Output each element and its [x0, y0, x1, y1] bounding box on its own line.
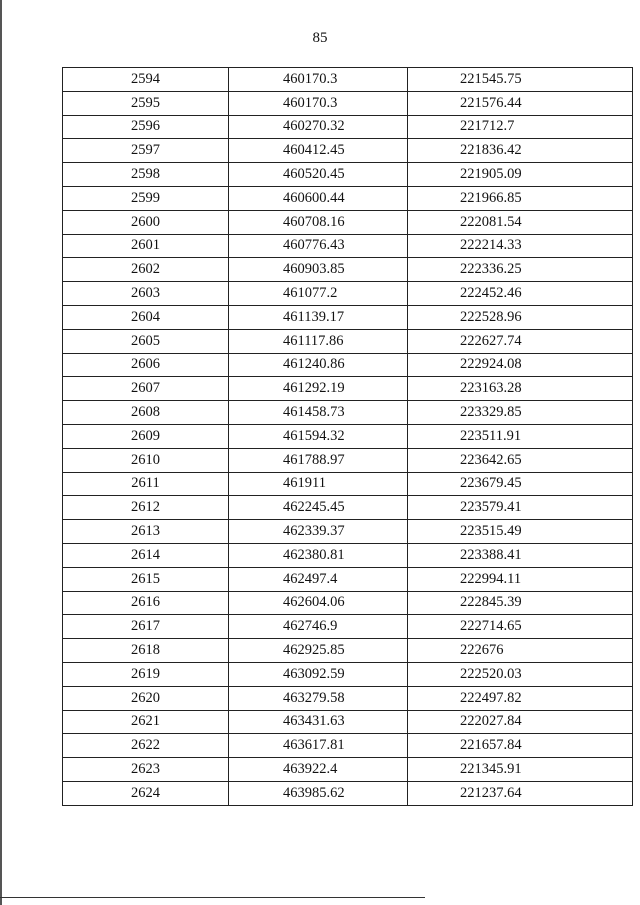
x-coordinate-cell: 461117.86	[229, 329, 408, 353]
y-coordinate-cell: 221905.09	[408, 163, 633, 187]
table-row	[63, 139, 633, 163]
table-row	[63, 282, 633, 306]
point-number-cell: 2621	[63, 710, 229, 734]
point-number-cell: 2615	[63, 567, 229, 591]
point-number-cell: 2612	[63, 496, 229, 520]
point-number-cell: 2614	[63, 543, 229, 567]
point-number-cell: 2601	[63, 234, 229, 258]
y-coordinate-cell: 221836.42	[408, 139, 633, 163]
y-coordinate-cell: 221345.91	[408, 758, 633, 782]
table-row	[63, 210, 633, 234]
x-coordinate-cell: 461077.2	[229, 282, 408, 306]
x-coordinate-cell: 462604.06	[229, 591, 408, 615]
y-coordinate-cell: 222081.54	[408, 210, 633, 234]
x-coordinate-cell: 460270.32	[229, 115, 408, 139]
table-row	[63, 115, 633, 139]
y-coordinate-cell: 222845.39	[408, 591, 633, 615]
y-coordinate-cell: 221966.85	[408, 186, 633, 210]
table-row	[63, 186, 633, 210]
y-coordinate-cell: 221545.75	[408, 68, 633, 92]
x-coordinate-cell: 460600.44	[229, 186, 408, 210]
table-row	[63, 781, 633, 805]
y-coordinate-cell: 223679.45	[408, 472, 633, 496]
y-coordinate-cell: 223388.41	[408, 543, 633, 567]
y-coordinate-cell: 221237.64	[408, 781, 633, 805]
coordinates-table-body	[63, 68, 633, 806]
x-coordinate-cell: 463092.59	[229, 662, 408, 686]
table-row	[63, 68, 633, 92]
table-row	[63, 662, 633, 686]
point-number-cell: 2611	[63, 472, 229, 496]
x-coordinate-cell: 462497.4	[229, 567, 408, 591]
point-number-cell: 2594	[63, 68, 229, 92]
point-number-cell: 2605	[63, 329, 229, 353]
table-row	[63, 424, 633, 448]
point-number-cell: 2597	[63, 139, 229, 163]
point-number-cell: 2603	[63, 282, 229, 306]
point-number-cell: 2622	[63, 734, 229, 758]
table-row	[63, 472, 633, 496]
x-coordinate-cell: 463431.63	[229, 710, 408, 734]
table-row	[63, 710, 633, 734]
table-row	[63, 377, 633, 401]
x-coordinate-cell: 461240.86	[229, 353, 408, 377]
y-coordinate-cell: 223515.49	[408, 520, 633, 544]
y-coordinate-cell: 223579.41	[408, 496, 633, 520]
table-row	[63, 448, 633, 472]
y-coordinate-cell: 222994.11	[408, 567, 633, 591]
x-coordinate-cell: 461292.19	[229, 377, 408, 401]
y-coordinate-cell: 222497.82	[408, 686, 633, 710]
point-number-cell: 2619	[63, 662, 229, 686]
x-coordinate-cell: 460708.16	[229, 210, 408, 234]
x-coordinate-cell: 461458.73	[229, 401, 408, 425]
table-row	[63, 163, 633, 187]
x-coordinate-cell: 461594.32	[229, 424, 408, 448]
point-number-cell: 2620	[63, 686, 229, 710]
x-coordinate-cell: 462245.45	[229, 496, 408, 520]
x-coordinate-cell: 460170.3	[229, 68, 408, 92]
point-number-cell: 2613	[63, 520, 229, 544]
table-row	[63, 91, 633, 115]
y-coordinate-cell: 223329.85	[408, 401, 633, 425]
x-coordinate-cell: 461788.97	[229, 448, 408, 472]
y-coordinate-cell: 222336.25	[408, 258, 633, 282]
x-coordinate-cell: 463922.4	[229, 758, 408, 782]
y-coordinate-cell: 222714.65	[408, 615, 633, 639]
table-row	[63, 401, 633, 425]
y-coordinate-cell: 222528.96	[408, 305, 633, 329]
table-row	[63, 496, 633, 520]
table-row	[63, 639, 633, 663]
point-number-cell: 2599	[63, 186, 229, 210]
point-number-cell: 2602	[63, 258, 229, 282]
y-coordinate-cell: 221657.84	[408, 734, 633, 758]
table-row	[63, 329, 633, 353]
x-coordinate-cell: 462339.37	[229, 520, 408, 544]
x-coordinate-cell: 463617.81	[229, 734, 408, 758]
point-number-cell: 2607	[63, 377, 229, 401]
point-number-cell: 2608	[63, 401, 229, 425]
x-coordinate-cell: 463985.62	[229, 781, 408, 805]
y-coordinate-cell: 222214.33	[408, 234, 633, 258]
y-coordinate-cell: 221576.44	[408, 91, 633, 115]
x-coordinate-cell: 461911	[229, 472, 408, 496]
table-row	[63, 353, 633, 377]
y-coordinate-cell: 222676	[408, 639, 633, 663]
point-number-cell: 2606	[63, 353, 229, 377]
table-row	[63, 758, 633, 782]
point-number-cell: 2616	[63, 591, 229, 615]
y-coordinate-cell: 222924.08	[408, 353, 633, 377]
x-coordinate-cell: 461139.17	[229, 305, 408, 329]
y-coordinate-cell: 223642.65	[408, 448, 633, 472]
table-row	[63, 258, 633, 282]
y-coordinate-cell: 223163.28	[408, 377, 633, 401]
page-number: 85	[312, 30, 328, 46]
x-coordinate-cell: 460170.3	[229, 91, 408, 115]
table-row	[63, 543, 633, 567]
y-coordinate-cell: 222027.84	[408, 710, 633, 734]
y-coordinate-cell: 222520.03	[408, 662, 633, 686]
x-coordinate-cell: 460776.43	[229, 234, 408, 258]
x-coordinate-cell: 460412.45	[229, 139, 408, 163]
x-coordinate-cell: 460903.85	[229, 258, 408, 282]
point-number-cell: 2600	[63, 210, 229, 234]
point-number-cell: 2596	[63, 115, 229, 139]
coordinates-table	[62, 67, 633, 806]
table-row	[63, 305, 633, 329]
page-edge-shadow	[0, 0, 2, 905]
point-number-cell: 2609	[63, 424, 229, 448]
table-row	[63, 686, 633, 710]
point-number-cell: 2604	[63, 305, 229, 329]
x-coordinate-cell: 463279.58	[229, 686, 408, 710]
table-row	[63, 567, 633, 591]
table-row	[63, 234, 633, 258]
table-row	[63, 591, 633, 615]
x-coordinate-cell: 462746.9	[229, 615, 408, 639]
point-number-cell: 2623	[63, 758, 229, 782]
y-coordinate-cell: 222627.74	[408, 329, 633, 353]
y-coordinate-cell: 222452.46	[408, 282, 633, 306]
point-number-cell: 2598	[63, 163, 229, 187]
table-row	[63, 615, 633, 639]
point-number-cell: 2624	[63, 781, 229, 805]
table-row	[63, 520, 633, 544]
x-coordinate-cell: 460520.45	[229, 163, 408, 187]
x-coordinate-cell: 462380.81	[229, 543, 408, 567]
footer-rule	[0, 897, 425, 898]
point-number-cell: 2618	[63, 639, 229, 663]
point-number-cell: 2617	[63, 615, 229, 639]
y-coordinate-cell: 223511.91	[408, 424, 633, 448]
point-number-cell: 2595	[63, 91, 229, 115]
table-row	[63, 734, 633, 758]
y-coordinate-cell: 221712.7	[408, 115, 633, 139]
point-number-cell: 2610	[63, 448, 229, 472]
x-coordinate-cell: 462925.85	[229, 639, 408, 663]
